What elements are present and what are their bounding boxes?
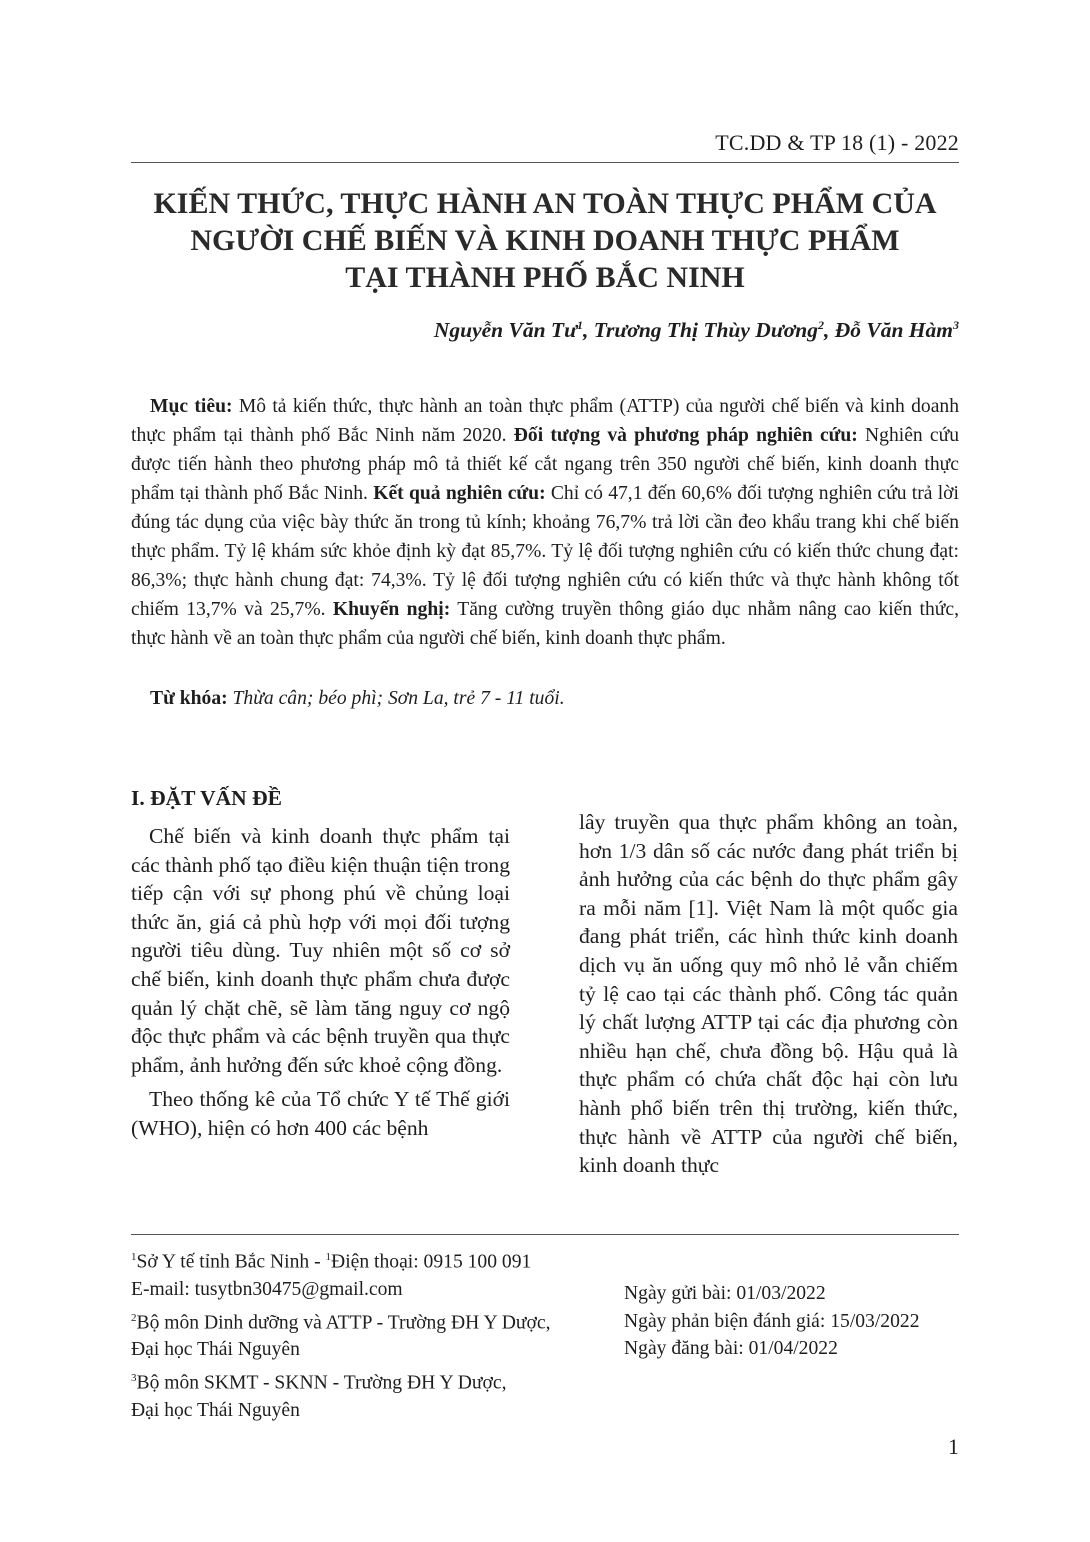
title-line-1: KIẾN THỨC, THỰC HÀNH AN TOÀN THỰC PHẨM CỦA [153, 187, 937, 220]
body-column-right [579, 808, 958, 1180]
journal-reference: TC.DD & TP 18 (1) - 2022 [715, 130, 959, 155]
author-separator: , [823, 318, 835, 343]
author-separator: , [582, 318, 594, 343]
footnote-text: Bộ môn Dinh dưỡng và ATTP - Trường ĐH Y Dược, [136, 1312, 551, 1334]
footnote-text: Sở Y tế tỉnh Bắc Ninh - [136, 1251, 326, 1273]
section-heading: I. ĐẶT VẤN ĐỀ [131, 786, 282, 810]
author-affiliation-mark: 3 [953, 318, 959, 332]
footnote-mark: 1 [131, 1251, 137, 1263]
date-submitted: Ngày gửi bài: 01/03/2022 [624, 1283, 826, 1304]
author-list [434, 318, 959, 343]
footnote-3 [131, 1365, 601, 1424]
footnote-mark: 1 [325, 1251, 332, 1263]
results-label: Kết quả nghiên cứu: [373, 483, 546, 504]
contact-email: E-mail: tusytbn30475@gmail.com [131, 1278, 403, 1300]
objective-label: Mục tiêu: [150, 396, 233, 417]
footnote-text: Đại học Thái Nguyên [131, 1399, 300, 1421]
abstract [131, 392, 959, 653]
objective-text: Mô tả kiến thức, thực hành an toàn thực phẩm (ATTP) của người chế biến và kinh doanh thực phẩm tại thành phố Bắc Ninh năm 2020. [131, 396, 959, 446]
abstract-paragraph [131, 392, 959, 653]
methods-text: Nghiên cứu được tiến hành theo phương pháp mô tả thiết kế cắt ngang trên 350 người chế biến, kinh doanh thực phẩm tại thành phố Bắc Ninh. [131, 425, 960, 504]
body-paragraph: lây truyền qua thực phẩm không an toàn, hơn 1/3 dân số các nước đang phát triển bị ảnh hưởng của các bệnh do thực phẩm gây ra mỗi năm [1]. Việt Nam là một quốc gia đang phát triển, các hình thức kinh doanh dịch vụ ăn uống quy mô nhỏ lẻ vẫn chiếm tỷ lệ cao tại các thành phố. Công tác quản lý chất lượng ATTP tại các địa phương còn nhiều hạn chế, chưa đồng bộ. Hậu quả là thực phẩm có chứa chất độc hại còn lưu hành phổ biến trên thị trường, kiến thức, thực hành về ATTP của người chế biến, kinh doanh thực [579, 810, 958, 1178]
date-reviewed: Ngày phản biện đánh giá: 15/03/2022 [624, 1310, 920, 1332]
title-line-2: NGƯỜI CHẾ BIẾN VÀ KINH DOANH THỰC PHẨM [190, 224, 900, 257]
date-published: Ngày đăng bài: 01/04/2022 [624, 1338, 838, 1359]
results-text: Chỉ có 47,1 đến 60,6% đối tượng nghiên cứu trả lời đúng tác dụng của việc bày thức ăn trong tủ kính; khoảng 76,7% trả lời cần đeo khẩu trang khi chế biến thực phẩm. Tỷ lệ khám sức khỏe định kỳ đạt 85,7%. Tỷ lệ đối tượng nghiên cứu có kiến thức chung đạt: 86,3%; thực hành chung đạt: 74,3%. Tỷ lệ đối tượng nghiên cứu có kiến thức và thực hành không tốt chiếm 13,7% và 25,7%. [131, 483, 959, 620]
body-column-left [131, 822, 510, 1143]
footnote-mark: 3 [131, 1372, 137, 1385]
recommendation-label: Khuyến nghị: [332, 599, 451, 620]
affiliation-footnotes [131, 1244, 601, 1424]
author-name: Trương Thị Thùy Dương [593, 318, 818, 343]
article-title [100, 185, 990, 296]
body-paragraph: Theo thống kê của Tổ chức Y tế Thế giới (WHO), hiện có hơn 400 các bệnh [131, 1087, 510, 1140]
header-divider [131, 162, 959, 163]
keywords-label: Từ khóa: [150, 688, 228, 709]
footnote-text: Đại học Thái Nguyên [131, 1339, 300, 1361]
keywords-text: Thừa cân; béo phì; Sơn La, trẻ 7 - 11 tuổi. [227, 688, 565, 709]
author-name: Đỗ Văn Hàm [834, 318, 953, 343]
recommendation-text: Tăng cường truyền thông giáo dục nhằm nâng cao kiến thức, thực hành về an toàn thực phẩm của người chế biến, kinh doanh thực phẩm. [131, 599, 959, 649]
footnote-text: Bộ môn SKMT - SKNN - Trường ĐH Y Dược, [136, 1372, 507, 1394]
body-paragraph: Chế biến và kinh doanh thực phẩm tại các thành phố tạo điều kiện thuận tiện trong tiếp cận với sự phong phú về chủng loại thức ăn, giá cả phù hợp với mọi đối tượng người tiêu dùng. Tuy nhiên một số cơ sở chế biến, kinh doanh thực phẩm chưa được quản lý chặt chẽ, sẽ làm tăng nguy cơ ngộ độc thực phẩm và các bệnh truyền qua thực phẩm, ảnh hưởng đến sức khoẻ cộng đồng. [131, 824, 510, 1077]
author-affiliation-mark: 2 [817, 318, 824, 332]
footnote-text: Điện thoại: 0915 100 091 [331, 1251, 532, 1273]
keywords [150, 688, 565, 710]
footnote-2 [131, 1305, 601, 1364]
methods-label: Đối tượng và phương pháp nghiên cứu: [513, 425, 858, 446]
footnote-mark: 2 [131, 1311, 137, 1324]
title-line-3: TẠI THÀNH PHỐ BẮC NINH [345, 261, 745, 294]
page-number: 1 [948, 1434, 959, 1459]
submission-dates [624, 1280, 920, 1363]
author-name: Nguyễn Văn Tư [433, 318, 577, 343]
footnote-divider [131, 1234, 959, 1235]
footnote-1 [131, 1244, 601, 1303]
author-affiliation-mark: 1 [576, 318, 583, 332]
